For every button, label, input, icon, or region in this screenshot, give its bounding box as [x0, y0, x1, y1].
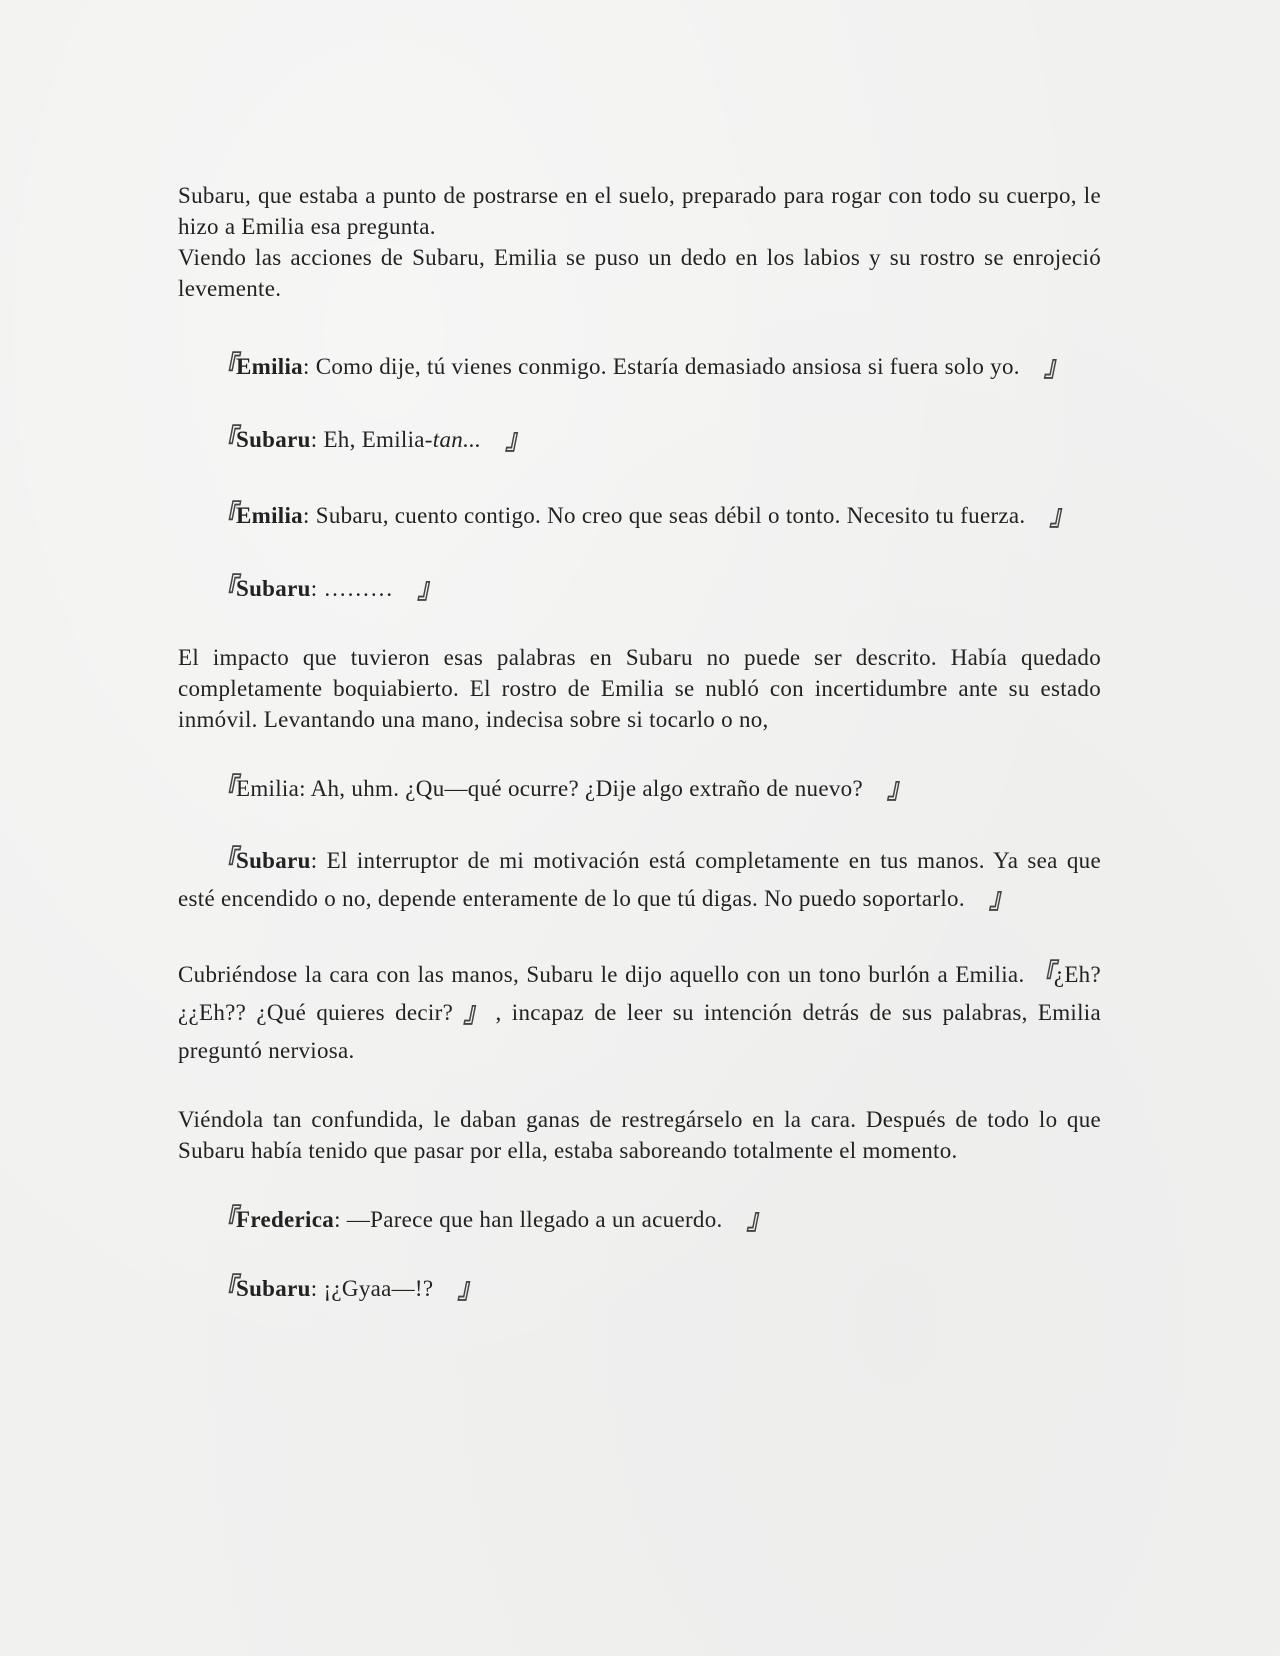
speaker-separator: :: [310, 576, 318, 601]
quote-open-mark: 『: [214, 499, 236, 531]
paragraph-1: [178, 180, 1101, 304]
paragraph-3-text-a: Cubriéndose la cara con las manos, Subaru le dijo aquello con un tono burlón a Emilia.: [178, 962, 1032, 987]
quote-close-mark: 』: [463, 996, 486, 1028]
quote-open-mark: 『: [214, 572, 236, 605]
dialogue-text: ………: [317, 576, 400, 601]
speaker-separator: :: [302, 503, 310, 528]
dialogue-text: Subaru, cuento contigo. No creo que seas débil o tonto. Necesito tu fuerza.: [309, 503, 1032, 528]
dialogue-text: Eh, Emilia-: [317, 427, 433, 452]
dialogue-subaru-1: [178, 424, 1101, 455]
speaker-separator: :: [334, 1207, 341, 1232]
dialogue-frederica: [178, 1204, 1101, 1235]
speaker-name: Emilia: [236, 354, 303, 379]
paragraph-1-line-2: Viendo las acciones de Subaru, Emilia se puso un dedo en los labios y su rostro se enrojeció levemente.: [178, 245, 1101, 301]
speaker-name: Subaru: [236, 1276, 311, 1301]
text-body: [178, 180, 1101, 1304]
quote-open-mark: 『: [214, 423, 236, 456]
speaker-separator: :: [310, 1276, 318, 1301]
quote-open-mark: 『: [1031, 958, 1054, 990]
quote-open-mark: 『: [214, 772, 236, 805]
quote-open-mark: 『: [214, 1272, 236, 1305]
speaker-separator: :: [302, 354, 310, 379]
dialogue-text: Como dije, tú vienes conmigo. Estaría demasiado ansiosa si fuera solo yo.: [309, 354, 1026, 379]
dialogue-text: El interruptor de mi motivación está completamente en tus manos. Ya sea que esté encendido o no, depende enteramente de lo que tú digas. No puedo soportarlo.: [178, 848, 1101, 911]
dialogue-text: Emilia: Ah, uhm. ¿Qu—qué ocurre? ¿Dije algo extraño de nuevo?: [236, 776, 870, 801]
dialogue-text: —Parece que han llegado a un acuerdo.: [340, 1207, 729, 1232]
speaker-separator: :: [310, 427, 318, 452]
speaker-separator: :: [310, 848, 318, 873]
speaker-name: Subaru: [236, 848, 311, 873]
dialogue-emilia-2: [178, 493, 1101, 539]
dialogue-text: ¡¿Gyaa—!?: [317, 1276, 440, 1301]
dialogue-subaru-4: [178, 1273, 1101, 1304]
inline-quote: ¿Eh? ¿¿Eh?? ¿Qué quieres decir?: [178, 962, 1101, 1025]
dialogue-emilia-1: [178, 344, 1101, 390]
paragraph-3-text-b: , incapaz de leer su intención detrás de sus palabras, Emilia preguntó nerviosa.: [178, 1000, 1101, 1063]
dialogue-emilia-3: [178, 773, 1101, 804]
quote-close-mark: 』: [746, 1203, 769, 1236]
speaker-name: Frederica: [236, 1207, 335, 1232]
paragraph-4: Viéndola tan confundida, le daban ganas de restregárselo en la cara. Después de todo lo que Subaru había tenido que pasar por ella, estaba saboreando totalmente el momento.: [178, 1107, 1101, 1163]
quote-close-mark: 』: [1043, 350, 1066, 382]
quote-close-mark: 』: [417, 572, 440, 605]
paragraph-1-line-1: Subaru, que estaba a punto de postrarse en el suelo, preparado para rogar con todo su cuerpo, le hizo a Emilia esa pregunta.: [178, 183, 1101, 239]
quote-close-mark: 』: [887, 772, 910, 805]
paragraph-3: [178, 956, 1101, 1070]
dialogue-honorific: tan...: [432, 427, 482, 452]
quote-close-mark: 』: [505, 423, 528, 456]
quote-open-mark: 『: [214, 350, 236, 382]
quote-close-mark: 』: [457, 1272, 480, 1305]
speaker-name: Subaru: [236, 576, 311, 601]
speaker-name: Emilia: [236, 503, 303, 528]
quote-open-mark: 『: [214, 1203, 236, 1236]
quote-close-mark: 』: [1049, 499, 1072, 531]
dialogue-subaru-3: [178, 842, 1101, 918]
quote-close-mark: 』: [988, 882, 1011, 914]
paragraph-2: El impacto que tuvieron esas palabras en Subaru no puede ser descrito. Había quedado completamente boquiabierto. El rostro de Emilia se nubló con incertidumbre ante su estado inmóvil. Levantando una mano, indecisa sobre si tocarlo o no,: [178, 645, 1101, 732]
quote-open-mark: 『: [214, 844, 236, 876]
dialogue-subaru-2: [178, 573, 1101, 604]
speaker-name: Subaru: [236, 427, 311, 452]
